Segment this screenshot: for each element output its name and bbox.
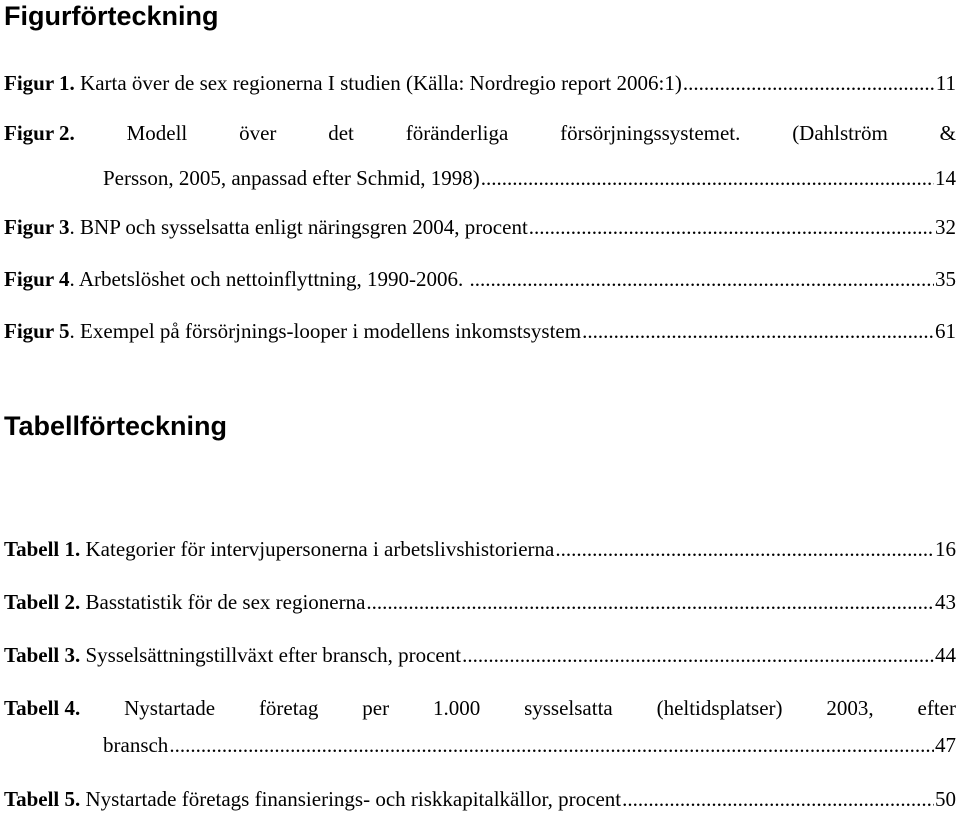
toc-entry-table-1[interactable]	[4, 536, 956, 562]
entry-title: . BNP och sysselsatta enligt näringsgren 2004, procent	[69, 215, 528, 239]
entry-title-word: Nystartade	[124, 696, 216, 720]
entry-title-word: 2003,	[826, 696, 874, 720]
toc-entry-table-5[interactable]	[4, 786, 956, 812]
dot-leader	[462, 642, 934, 668]
entry-title-word: föränderliga	[405, 121, 509, 145]
page-number: 14	[935, 166, 956, 190]
entry-label: Tabell 2.	[4, 590, 81, 614]
entry-title-continued: Persson, 2005, anpassad efter Schmid, 1998)	[103, 166, 480, 190]
toc-entry-figure-1[interactable]	[4, 70, 956, 96]
entry-title-word: per	[362, 696, 390, 720]
list-of-tables-heading: Tabellförteckning	[4, 411, 228, 441]
page-number: 11	[935, 71, 956, 95]
dot-leader	[169, 732, 934, 758]
entry-label: Tabell 4.	[4, 696, 81, 720]
entry-title: Nystartade företags finansierings- och riskkapitalkällor, procent	[80, 787, 622, 811]
toc-entry-table-3[interactable]	[4, 642, 956, 668]
entry-title-word: företag	[258, 696, 319, 720]
dot-leader	[529, 214, 934, 240]
entry-title-word: 1.000	[432, 696, 481, 720]
dot-leader	[470, 266, 934, 292]
page-number: 61	[935, 319, 956, 343]
entry-title-continued: bransch	[103, 733, 169, 757]
dot-leader	[582, 318, 934, 344]
entry-title: Karta över de sex regionerna I studien (Källa: Nordregio report 2006:1)	[80, 71, 682, 95]
dot-leader	[481, 165, 934, 191]
entry-label: Figur 2.	[4, 121, 75, 145]
entry-title-word: Modell	[126, 121, 188, 145]
entry-label: Figur 3	[4, 215, 70, 239]
page-number: 35	[935, 267, 956, 291]
toc-entry-figure-2[interactable]	[4, 120, 956, 191]
entry-label: Tabell 3.	[4, 643, 81, 667]
entry-title-word: det	[328, 121, 354, 145]
entry-title-word: försörjningssystemet.	[560, 121, 741, 145]
entry-title-word: efter	[917, 696, 956, 720]
entry-label: Tabell 1.	[4, 537, 81, 561]
entry-title: Kategorier för intervjupersonerna i arbetslivshistorierna	[80, 537, 555, 561]
toc-entry-table-4[interactable]	[4, 695, 956, 758]
entry-label: Figur 5	[4, 319, 70, 343]
entry-label: Figur 4	[4, 267, 70, 291]
toc-entry-figure-3[interactable]	[4, 214, 956, 240]
entry-title-word: (Dahlström	[792, 121, 888, 145]
entry-title: Basstatistik för de sex regionerna	[80, 590, 366, 614]
entry-title-word: sysselsatta	[524, 696, 613, 720]
entry-label: Figur 1.	[4, 71, 75, 95]
toc-entry-figure-4[interactable]	[4, 266, 956, 292]
entry-title-word: (heltidsplatser)	[656, 696, 783, 720]
dot-leader	[555, 536, 934, 562]
entry-title-word: &	[939, 121, 956, 145]
page-number: 44	[935, 643, 956, 667]
entry-title-word: över	[239, 121, 277, 145]
page-number: 43	[935, 590, 956, 614]
dot-leader	[366, 589, 934, 615]
page-number: 47	[935, 733, 956, 757]
entry-label: Tabell 5.	[4, 787, 81, 811]
entry-title: . Arbetslöshet och nettoinflyttning, 1990-2006.	[69, 267, 469, 291]
dot-leader	[622, 786, 934, 812]
toc-entry-figure-5[interactable]	[4, 318, 956, 344]
entry-title: . Exempel på försörjnings-looper i modellens inkomstsystem	[69, 319, 582, 343]
toc-entry-table-2[interactable]	[4, 589, 956, 615]
entry-title: Sysselsättningstillväxt efter bransch, procent	[80, 643, 462, 667]
page-number: 16	[935, 537, 956, 561]
page-number: 50	[935, 787, 956, 811]
list-of-figures-heading: Figurförteckning	[4, 1, 219, 31]
dot-leader	[683, 70, 935, 96]
page-number: 32	[935, 215, 956, 239]
